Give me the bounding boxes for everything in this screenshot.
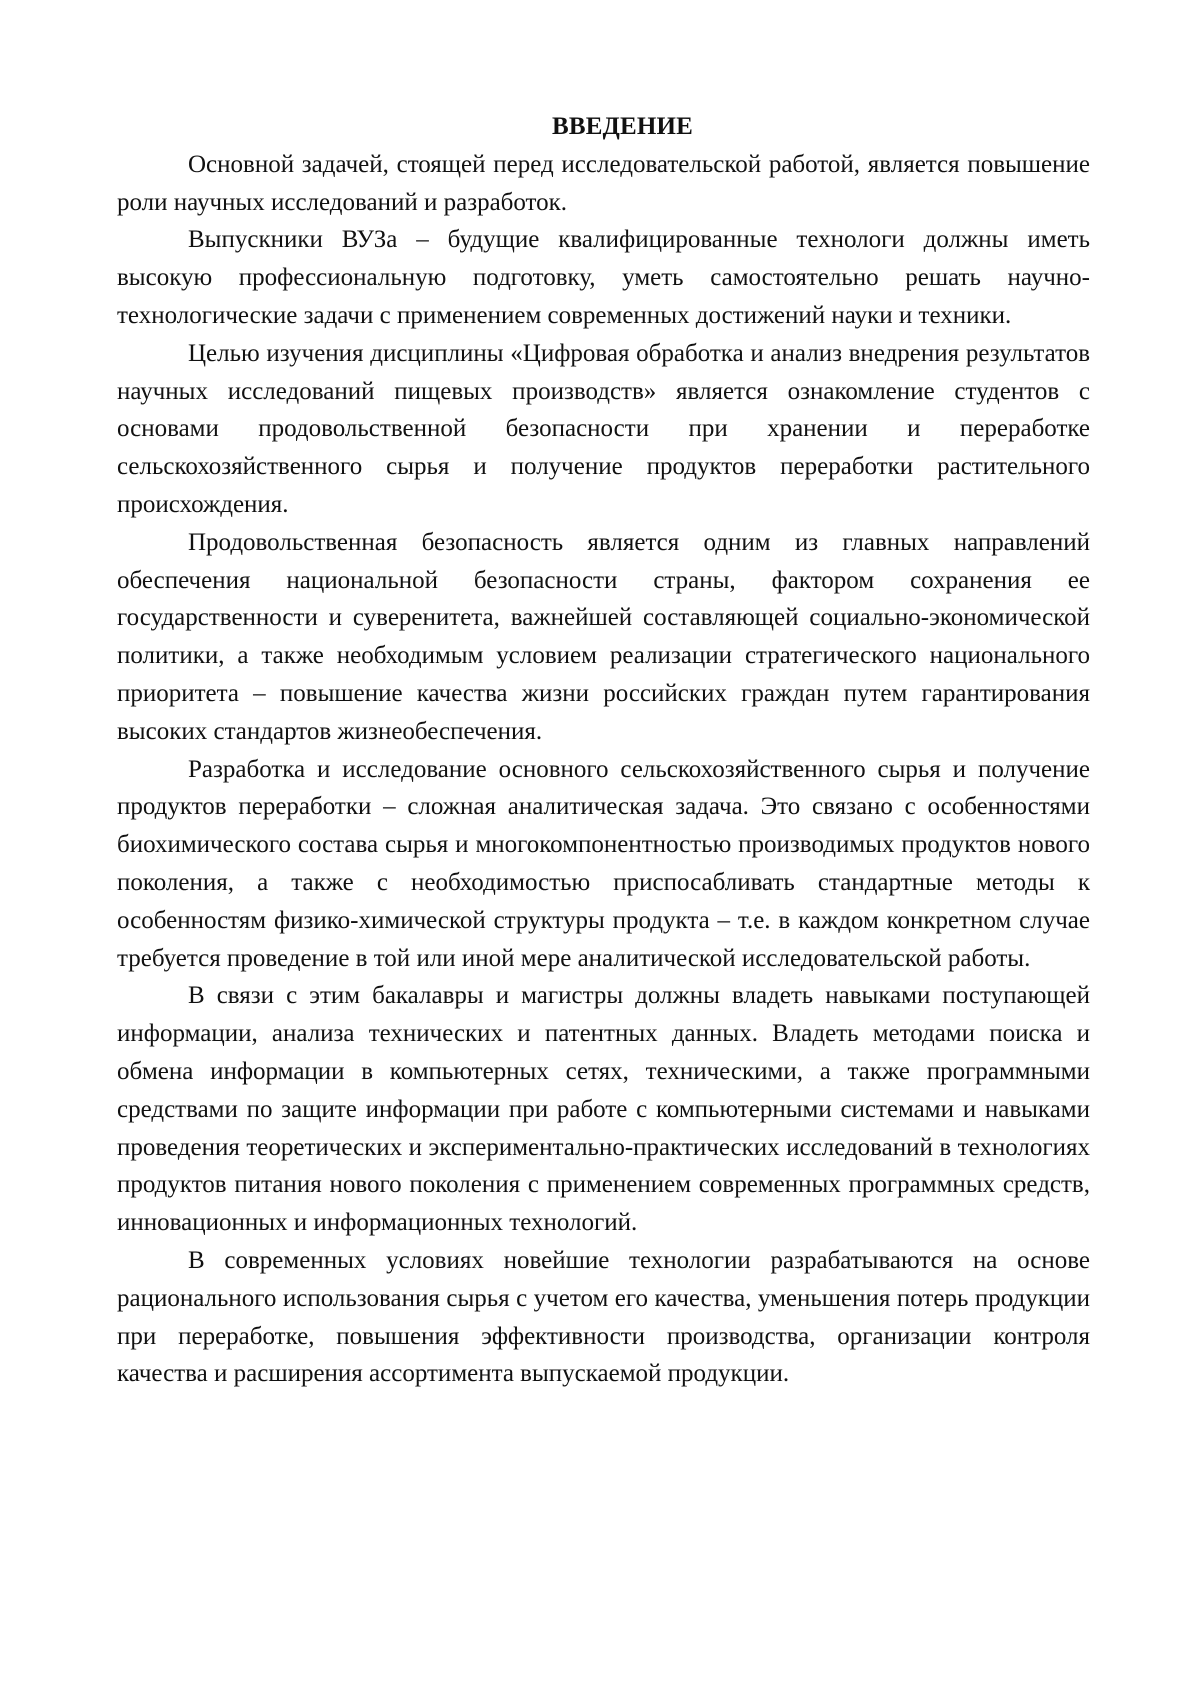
paragraph: Разработка и исследование основного сельскохозяйственного сырья и получение продуктов переработки – сложная аналитическая задача. Это связано с особенностями биохимического состава сырья и многокомпонентностью производимых продуктов нового поколения, а также с необходимостью приспосабливать стандартные методы к особенностям физико-химической структуры продукта – т.е. в каждом конкретном случае требуется проведение в той или иной мере аналитической исследовательской работы. xyxy=(117,755,1090,972)
page-title: ВВЕДЕНИЕ xyxy=(551,113,694,140)
paragraph: Продовольственная безопасность является одним из главных направлений обеспечения национальной безопасности страны, фактором сохранения ее государственности и суверенитета, важнейшей составляющей социально-экономической политики, а также необходимым условием реализации стратегического национального приоритета – повышение качества жизни российских граждан путем гарантирования высоких стандартов жизнеобеспечения. xyxy=(117,528,1090,745)
paragraph: Выпускники ВУЗа – будущие квалифицированные технологи должны иметь высокую профессиональную подготовку, уметь самостоятельно решать научно-технологические задачи с применением современных достижений науки и техники. xyxy=(117,226,1090,329)
paragraph: В современных условиях новейшие технологии разрабатываются на основе рационального использования сырья с учетом его качества, уменьшения потерь продукции при переработке, повышения эффективности производства, организации контроля качества и расширения ассортимента выпускаемой продукции. xyxy=(117,1246,1090,1388)
paragraph: Целью изучения дисциплины «Цифровая обработка и анализ внедрения результатов научных исследований пищевых производств» является ознакомление студентов с основами продовольственной безопасности при хранении и переработке сельскохозяйственного сырья и получение продуктов переработки растительного происхождения. xyxy=(117,339,1090,518)
paragraph: Основной задачей, стоящей перед исследовательской работой, является повышение роли научных исследований и разработок. xyxy=(117,150,1090,216)
paragraph: В связи с этим бакалавры и магистры должны владеть навыками поступающей информации, анализа технических и патентных данных. Владеть методами поиска и обмена информации в компьютерных сетях, техническими, а также программными средствами по защите информации при работе с компьютерными системами и навыками проведения теоретических и экспериментально-практических исследований в технологиях продуктов питания нового поколения с применением современных программных средств, инновационных и информационных технологий. xyxy=(117,982,1090,1237)
document-page xyxy=(117,108,1090,1393)
